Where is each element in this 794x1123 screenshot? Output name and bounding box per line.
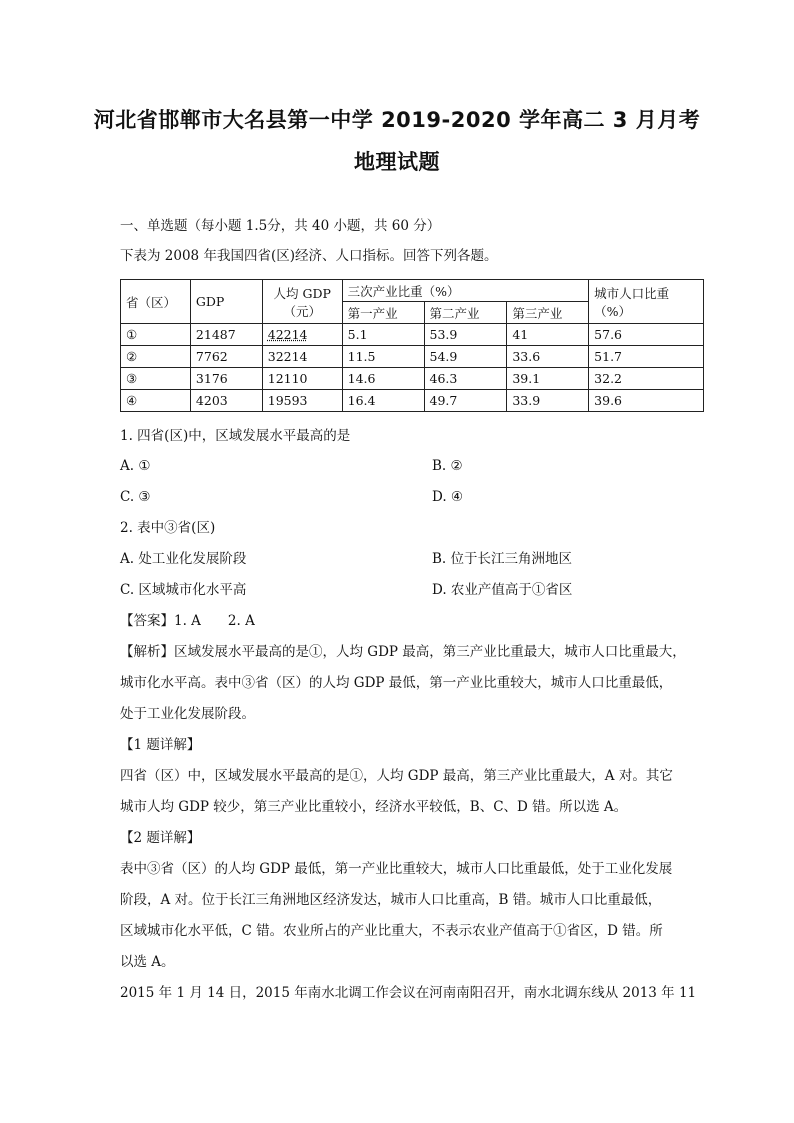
cell-gdp: 4203 [190,390,262,412]
cell-secondary: 53.9 [424,324,507,346]
cell-tertiary: 41 [507,324,589,346]
question-2: 2. 表中③省(区) [120,520,216,536]
detail-1-line: 四省（区）中，区域发展水平最高的是①，人均 GDP 最高，第三产业比重最大，A 对。其它 [120,768,673,784]
q2-option-d: D. 农业产值高于①省区 [432,582,573,598]
q1-option-b: B. ② [432,458,463,474]
table-intro: 下表为 2008 年我国四省(区)经济、人口指标。回答下列各题。 [120,248,498,264]
cell-tertiary: 39.1 [507,368,589,390]
header-urban-ratio-line2: （%） [594,303,632,319]
cell-per-capita-gdp: 12110 [262,368,342,390]
header-secondary: 第二产业 [424,302,507,324]
question-1: 1. 四省(区)中，区域发展水平最高的是 [120,428,351,444]
header-tertiary: 第三产业 [507,302,589,324]
economic-indicator-table [120,279,704,412]
answer-line: 【答案】1. A 2. A [120,613,255,629]
section-heading: 一、单选题（每小题 1.5分，共 40 小题，共 60 分） [120,218,441,234]
table-row [121,346,704,368]
cell-urban: 57.6 [589,324,704,346]
cell-primary: 5.1 [342,324,424,346]
q2-option-b: B. 位于长江三角洲地区 [432,551,573,567]
header-primary: 第一产业 [342,302,424,324]
cell-per-capita-gdp: 19593 [262,390,342,412]
cell-province: ③ [121,368,191,390]
cell-gdp: 21487 [190,324,262,346]
header-gdp: GDP [190,280,262,324]
q1-option-c: C. ③ [120,489,151,505]
cell-province: ② [121,346,191,368]
header-urban-ratio-line1: 城市人口比重 [594,285,670,301]
page-title: 河北省邯郸市大名县第一中学 2019-2020 学年高二 3 月月考 [93,108,701,132]
analysis-line: 城市化水平高。表中③省（区）的人均 GDP 最低，第一产业比重较大，城市人口比重最低， [120,675,673,691]
page-subtitle: 地理试题 [354,150,440,174]
cell-secondary: 49.7 [424,390,507,412]
cell-gdp: 7762 [190,346,262,368]
cell-tertiary: 33.6 [507,346,589,368]
cell-province: ④ [121,390,191,412]
cell-per-capita-gdp: 32214 [262,346,342,368]
header-urban-ratio [589,280,704,324]
table-row [121,368,704,390]
detail-2-line: 表中③省（区）的人均 GDP 最低，第一产业比重较大，城市人口比重最低，处于工业化发展 [120,861,673,877]
detail-2-line: 阶段，A 对。位于长江三角洲地区经济发达，城市人口比重高，B 错。城市人口比重最低， [120,892,662,908]
header-per-capita-gdp-line2: （元） [283,303,321,319]
cell-primary: 14.6 [342,368,424,390]
q1-option-a: A. ① [120,458,151,474]
q2-option-a: A. 处工业化发展阶段 [120,551,247,567]
cell-gdp: 3176 [190,368,262,390]
q1-option-d: D. ④ [432,489,464,505]
header-per-capita-gdp [262,280,342,324]
table-row [121,324,704,346]
detail-2-line: 区域城市化水平低，C 错。农业所占的产业比重大，不表示农业产值高于①省区，D 错。所 [120,923,663,939]
cell-primary: 16.4 [342,390,424,412]
cell-urban: 32.2 [589,368,704,390]
detail-1-line: 城市人均 GDP 较少，第三产业比重较小，经济水平较低，B、C、D 错。所以选 A。 [120,799,628,815]
next-passage-line: 2015 年 1 月 14 日，2015 年南水北调工作会议在河南南阳召开，南水北调东线从 2013 年 11 [120,985,697,1001]
table-row [121,390,704,412]
header-per-capita-gdp-line1: 人均 GDP [273,285,331,301]
cell-urban: 39.6 [589,390,704,412]
detail-2-line: 以选 A。 [120,954,175,970]
cell-per-capita-gdp: 42214 [262,324,342,346]
cell-urban: 51.7 [589,346,704,368]
header-province: 省（区） [121,280,191,324]
analysis-line: 处于工业化发展阶段。 [120,706,255,722]
cell-province: ① [121,324,191,346]
header-industry-ratio: 三次产业比重（%） [342,280,589,302]
cell-primary: 11.5 [342,346,424,368]
detail-2-heading: 【2 题详解】 [120,830,201,846]
q2-option-c: C. 区域城市化水平高 [120,582,247,598]
cell-secondary: 46.3 [424,368,507,390]
cell-tertiary: 33.9 [507,390,589,412]
analysis-line: 【解析】区域发展水平最高的是①，人均 GDP 最高，第三产业比重最大，城市人口比重最大， [120,644,686,660]
detail-1-heading: 【1 题详解】 [120,737,201,753]
cell-secondary: 54.9 [424,346,507,368]
